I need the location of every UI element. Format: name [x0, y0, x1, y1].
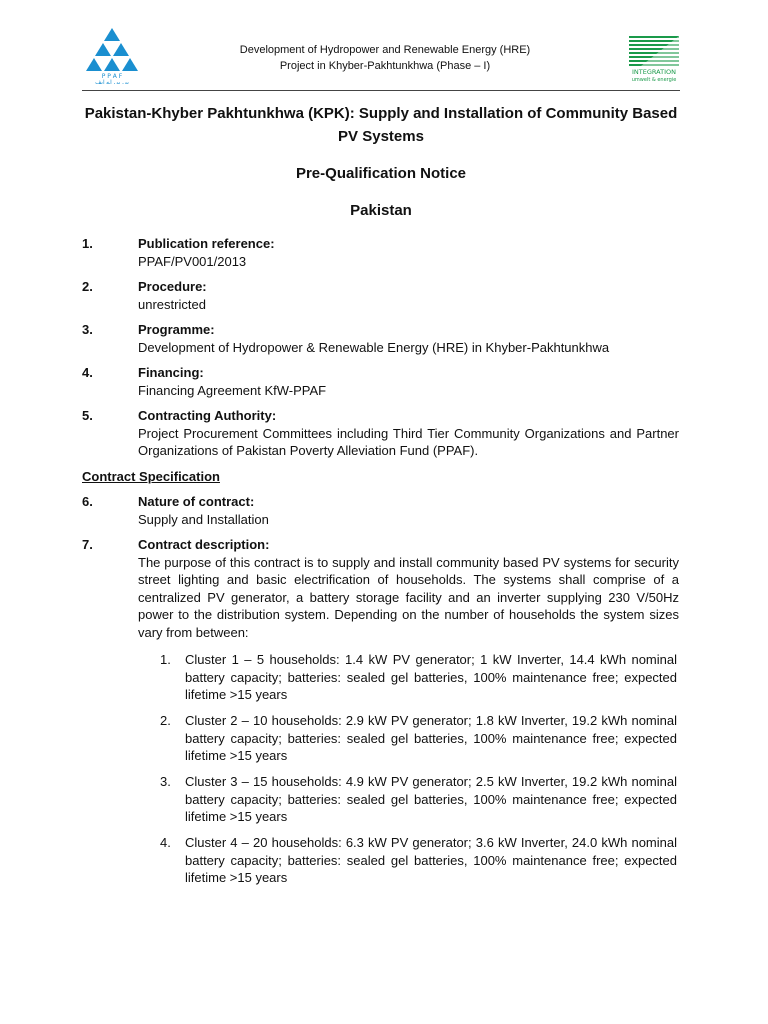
list-item-text: Cluster 2 – 10 households: 2.9 kW PV generator; 1.8 kW Inverter, 19.2 kWh nominal battery capacity; batteries: sealed gel batteries, 100% maintenance free; expected lifetime >15 years: [185, 713, 677, 763]
section-label: Procedure:: [138, 279, 207, 294]
header-divider: [82, 90, 680, 91]
integration-logo-icon: [627, 35, 681, 83]
section-label: Nature of contract:: [138, 494, 255, 509]
header-text: [190, 42, 580, 74]
section-label: Programme:: [138, 322, 215, 337]
ppaf-logo-letters: P P A F: [101, 73, 123, 80]
list-item-text: Cluster 4 – 20 households: 6.3 kW PV generator; 3.6 kW Inverter, 24.0 kWh nominal battery capacity; batteries: sealed gel batteries, 100% maintenance free; expected lifetime >15 years: [185, 835, 677, 885]
section-number: 6.: [82, 494, 93, 509]
section-number: 7.: [82, 537, 93, 552]
document-title: Pakistan-Khyber Pakhtunkhwa (KPK): Supply and Installation of Community Based PV Systems: [84, 105, 678, 145]
header-line-1: Development of Hydropower and Renewable Energy (HRE): [239, 44, 531, 56]
section-text: unrestricted: [138, 296, 206, 312]
list-item-number: 1.: [160, 652, 171, 667]
section-number: 2.: [82, 279, 93, 294]
section-number: 1.: [82, 236, 93, 251]
list-item-number: 2.: [160, 713, 171, 728]
integration-logo-name: INTEGRATION: [632, 68, 676, 76]
section-text: Development of Hydropower & Renewable Energy (HRE) in Khyber-Pakhtunkhwa: [138, 339, 610, 355]
ppaf-logo-urdu: پی پی اے ایف: [95, 79, 129, 84]
section-text: Supply and Installation: [138, 511, 269, 527]
list-item-text: Cluster 1 – 5 households: 1.4 kW PV generator; 1 kW Inverter, 14.4 kWh nominal battery capacity; batteries: sealed gel batteries, 100% maintenance free; expected lifetime >15 years: [185, 652, 677, 702]
page-header: [0, 0, 768, 90]
list-item-text: Cluster 3 – 15 households: 4.9 kW PV generator; 2.5 kW Inverter, 19.2 kWh nominal battery capacity; batteries: sealed gel batteries, 100% maintenance free; expected lifetime >15 years: [185, 774, 677, 824]
header-line-2: Project in Khyber-Pakhtunkhwa (Phase – I): [279, 60, 491, 72]
section-text: The purpose of this contract is to supply and install community based PV systems for security street lighting and basic electrification of households. The systems shall comprise of a centralized PV generator, a battery storage facility and an inverter supplying 230 V/50Hz power to the distribution system. Depending on the number of households the system sizes vary from between:: [138, 554, 679, 640]
section-number: 4.: [82, 365, 93, 380]
section-label: Contracting Authority:: [138, 408, 277, 423]
country-title: Pakistan: [350, 202, 412, 219]
integration-logo-tagline: umwelt & energie: [631, 77, 677, 83]
section-label: Contract description:: [138, 537, 270, 552]
section-label: Financing:: [138, 365, 204, 380]
section-number: 5.: [82, 408, 93, 423]
section-text: Financing Agreement KfW-PPAF: [138, 382, 327, 398]
ppaf-logo-icon: [84, 26, 140, 84]
contract-specification-heading: Contract Specification: [82, 469, 220, 484]
list-item-number: 3.: [160, 774, 171, 789]
list-item-number: 4.: [160, 835, 171, 850]
section-text: PPAF/PV001/2013: [138, 253, 247, 269]
notice-title: Pre-Qualification Notice: [295, 165, 467, 182]
section-text: Project Procurement Committees including Third Tier Community Organizations and Partner Organizations of Pakistan Poverty Alleviation Fund (PPAF).: [138, 425, 679, 458]
section-label: Publication reference:: [138, 236, 275, 251]
section-number: 3.: [82, 322, 93, 337]
